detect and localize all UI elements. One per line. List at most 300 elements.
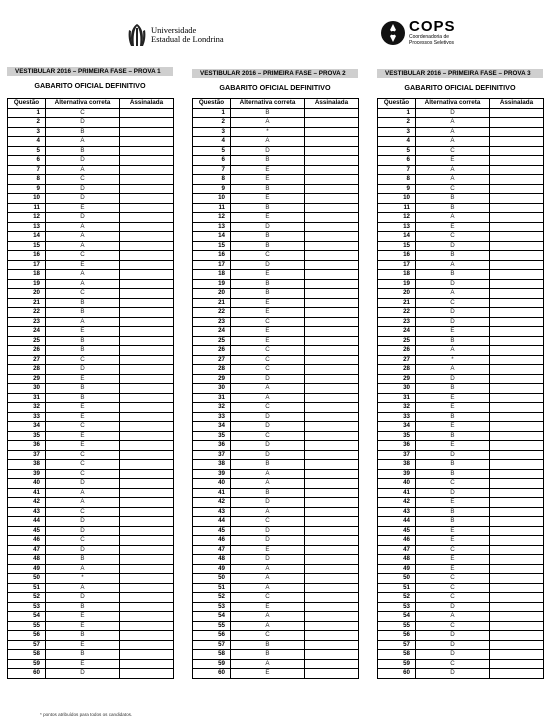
- correct-alternative: A: [46, 488, 120, 498]
- question-number: 46: [378, 536, 416, 546]
- table-row: [8, 498, 174, 508]
- table-row: [378, 156, 544, 166]
- marked-cell: [305, 403, 359, 413]
- table-row: [193, 536, 359, 546]
- question-number: 23: [193, 317, 231, 327]
- marked-cell: [490, 127, 544, 137]
- question-number: 54: [8, 612, 46, 622]
- prova-title: VESTIBULAR 2016 – PRIMEIRA FASE – PROVA 3: [377, 69, 543, 78]
- question-number: 24: [193, 327, 231, 337]
- table-row: [378, 222, 544, 232]
- correct-alternative: D: [231, 260, 305, 270]
- correct-alternative: C: [46, 469, 120, 479]
- table-row: [8, 431, 174, 441]
- question-number: 53: [8, 602, 46, 612]
- correct-alternative: E: [416, 536, 490, 546]
- marked-cell: [490, 317, 544, 327]
- marked-cell: [120, 137, 174, 147]
- table-row: [8, 137, 174, 147]
- marked-cell: [490, 251, 544, 261]
- correct-alternative: D: [416, 308, 490, 318]
- table-row: [193, 251, 359, 261]
- table-row: [378, 631, 544, 641]
- correct-alternative: C: [46, 175, 120, 185]
- correct-alternative: A: [231, 384, 305, 394]
- table-row: [8, 374, 174, 384]
- correct-alternative: A: [46, 279, 120, 289]
- marked-cell: [120, 327, 174, 337]
- table-row: [193, 346, 359, 356]
- table-row: [193, 412, 359, 422]
- marked-cell: [120, 669, 174, 679]
- marked-cell: [490, 355, 544, 365]
- question-number: 7: [378, 165, 416, 175]
- marked-cell: [120, 574, 174, 584]
- question-number: 10: [193, 194, 231, 204]
- table-row: [8, 270, 174, 280]
- table-row: [8, 479, 174, 489]
- marked-cell: [305, 507, 359, 517]
- question-number: 39: [8, 469, 46, 479]
- question-number: 50: [193, 574, 231, 584]
- table-row: [8, 146, 174, 156]
- marked-cell: [490, 479, 544, 489]
- table-row: [378, 308, 544, 318]
- question-number: 55: [378, 621, 416, 631]
- marked-cell: [305, 602, 359, 612]
- table-row: [8, 175, 174, 185]
- correct-alternative: A: [46, 232, 120, 242]
- marked-cell: [490, 545, 544, 555]
- marked-cell: [305, 555, 359, 565]
- correct-alternative: *: [416, 355, 490, 365]
- table-row: [378, 336, 544, 346]
- correct-alternative: D: [46, 593, 120, 603]
- correct-alternative: B: [46, 346, 120, 356]
- correct-alternative: D: [416, 374, 490, 384]
- question-number: 24: [8, 327, 46, 337]
- question-number: 34: [193, 422, 231, 432]
- marked-cell: [490, 298, 544, 308]
- table-row: [193, 498, 359, 508]
- question-number: 29: [8, 374, 46, 384]
- marked-cell: [305, 612, 359, 622]
- marked-cell: [120, 583, 174, 593]
- table-row: [8, 232, 174, 242]
- marked-cell: [490, 336, 544, 346]
- correct-alternative: B: [46, 631, 120, 641]
- marked-cell: [305, 659, 359, 669]
- marked-cell: [490, 146, 544, 156]
- marked-cell: [305, 137, 359, 147]
- header-questao: Questão: [193, 99, 231, 109]
- correct-alternative: D: [231, 412, 305, 422]
- marked-cell: [120, 203, 174, 213]
- gabarito-title: GABARITO OFICIAL DEFINITIVO: [34, 81, 146, 90]
- marked-cell: [305, 232, 359, 242]
- table-row: [8, 184, 174, 194]
- correct-alternative: D: [416, 241, 490, 251]
- table-row: [193, 403, 359, 413]
- correct-alternative: C: [416, 298, 490, 308]
- table-row: [8, 621, 174, 631]
- correct-alternative: A: [231, 574, 305, 584]
- correct-alternative: C: [46, 507, 120, 517]
- marked-cell: [305, 412, 359, 422]
- marked-cell: [305, 260, 359, 270]
- marked-cell: [490, 118, 544, 128]
- marked-cell: [490, 640, 544, 650]
- table-row: [378, 536, 544, 546]
- correct-alternative: A: [46, 583, 120, 593]
- marked-cell: [120, 241, 174, 251]
- header-questao: Questão: [378, 99, 416, 109]
- marked-cell: [120, 479, 174, 489]
- question-number: 13: [378, 222, 416, 232]
- correct-alternative: B: [416, 517, 490, 527]
- marked-cell: [120, 621, 174, 631]
- question-number: 18: [8, 270, 46, 280]
- question-number: 34: [378, 422, 416, 432]
- marked-cell: [305, 279, 359, 289]
- question-number: 23: [378, 317, 416, 327]
- table-row: [8, 403, 174, 413]
- table-row: [8, 669, 174, 679]
- marked-cell: [120, 555, 174, 565]
- question-number: 20: [8, 289, 46, 299]
- correct-alternative: E: [46, 203, 120, 213]
- question-number: 5: [193, 146, 231, 156]
- correct-alternative: C: [231, 251, 305, 261]
- question-number: 57: [193, 640, 231, 650]
- correct-alternative: B: [416, 431, 490, 441]
- marked-cell: [490, 555, 544, 565]
- table-row: [8, 298, 174, 308]
- table-row: [378, 441, 544, 451]
- table-row: [8, 241, 174, 251]
- marked-cell: [490, 365, 544, 375]
- question-number: 7: [193, 165, 231, 175]
- table-row: [193, 650, 359, 660]
- table-row: [8, 536, 174, 546]
- question-number: 40: [378, 479, 416, 489]
- question-number: 11: [378, 203, 416, 213]
- correct-alternative: A: [46, 222, 120, 232]
- correct-alternative: B: [416, 251, 490, 261]
- table-row: [8, 564, 174, 574]
- table-row: [378, 507, 544, 517]
- marked-cell: [120, 222, 174, 232]
- marked-cell: [120, 469, 174, 479]
- marked-cell: [305, 469, 359, 479]
- question-number: 16: [193, 251, 231, 261]
- marked-cell: [305, 640, 359, 650]
- table-row: [378, 640, 544, 650]
- marked-cell: [490, 498, 544, 508]
- marked-cell: [120, 631, 174, 641]
- marked-cell: [490, 241, 544, 251]
- question-number: 25: [378, 336, 416, 346]
- marked-cell: [490, 232, 544, 242]
- marked-cell: [305, 118, 359, 128]
- question-number: 4: [193, 137, 231, 147]
- correct-alternative: C: [46, 108, 120, 118]
- correct-alternative: D: [416, 317, 490, 327]
- prova-1-block: [7, 66, 173, 679]
- table-row: [378, 669, 544, 679]
- marked-cell: [120, 175, 174, 185]
- question-number: 54: [378, 612, 416, 622]
- marked-cell: [490, 165, 544, 175]
- marked-cell: [305, 498, 359, 508]
- marked-cell: [305, 184, 359, 194]
- marked-cell: [490, 602, 544, 612]
- question-number: 58: [378, 650, 416, 660]
- table-row: [8, 393, 174, 403]
- correct-alternative: A: [231, 137, 305, 147]
- marked-cell: [120, 460, 174, 470]
- correct-alternative: E: [46, 403, 120, 413]
- correct-alternative: C: [416, 479, 490, 489]
- question-number: 45: [193, 526, 231, 536]
- question-number: 9: [8, 184, 46, 194]
- marked-cell: [305, 327, 359, 337]
- table-row: [378, 393, 544, 403]
- question-number: 60: [8, 669, 46, 679]
- marked-cell: [490, 526, 544, 536]
- question-number: 41: [193, 488, 231, 498]
- question-number: 52: [8, 593, 46, 603]
- correct-alternative: D: [231, 441, 305, 451]
- table-row: [378, 555, 544, 565]
- correct-alternative: B: [46, 308, 120, 318]
- question-number: 10: [378, 194, 416, 204]
- marked-cell: [305, 203, 359, 213]
- question-number: 51: [193, 583, 231, 593]
- marked-cell: [120, 422, 174, 432]
- correct-alternative: E: [46, 612, 120, 622]
- marked-cell: [490, 431, 544, 441]
- table-row: [378, 175, 544, 185]
- correct-alternative: B: [46, 393, 120, 403]
- correct-alternative: B: [416, 384, 490, 394]
- table-row: [378, 251, 544, 261]
- question-number: 1: [8, 108, 46, 118]
- question-number: 2: [8, 118, 46, 128]
- correct-alternative: A: [416, 137, 490, 147]
- question-number: 36: [193, 441, 231, 451]
- marked-cell: [490, 327, 544, 337]
- table-row: [193, 441, 359, 451]
- marked-cell: [490, 441, 544, 451]
- question-number: 12: [193, 213, 231, 223]
- question-number: 13: [193, 222, 231, 232]
- correct-alternative: C: [46, 289, 120, 299]
- table-row: [193, 488, 359, 498]
- question-number: 1: [378, 108, 416, 118]
- marked-cell: [490, 403, 544, 413]
- correct-alternative: E: [416, 222, 490, 232]
- correct-alternative: B: [416, 194, 490, 204]
- table-row: [8, 441, 174, 451]
- correct-alternative: D: [416, 640, 490, 650]
- question-number: 36: [8, 441, 46, 451]
- marked-cell: [490, 422, 544, 432]
- marked-cell: [305, 298, 359, 308]
- header-alternativa: Alternativa correta: [231, 99, 305, 109]
- marked-cell: [490, 507, 544, 517]
- marked-cell: [490, 583, 544, 593]
- marked-cell: [305, 355, 359, 365]
- correct-alternative: D: [46, 184, 120, 194]
- correct-alternative: C: [416, 574, 490, 584]
- question-number: 50: [8, 574, 46, 584]
- question-number: 48: [193, 555, 231, 565]
- question-number: 8: [8, 175, 46, 185]
- table-row: [8, 612, 174, 622]
- correct-alternative: C: [231, 403, 305, 413]
- question-number: 35: [193, 431, 231, 441]
- header-questao: Questão: [8, 99, 46, 109]
- marked-cell: [305, 308, 359, 318]
- table-row: [378, 165, 544, 175]
- correct-alternative: D: [46, 479, 120, 489]
- cops-subtitle-line2: Processos Seletivos: [409, 40, 455, 46]
- table-row: [378, 213, 544, 223]
- question-number: 36: [378, 441, 416, 451]
- marked-cell: [120, 393, 174, 403]
- correct-alternative: D: [46, 156, 120, 166]
- question-number: 40: [8, 479, 46, 489]
- table-row: [8, 526, 174, 536]
- question-number: 18: [378, 270, 416, 280]
- table-row: [8, 583, 174, 593]
- marked-cell: [490, 203, 544, 213]
- question-number: 42: [378, 498, 416, 508]
- table-row: [378, 431, 544, 441]
- table-row: [193, 308, 359, 318]
- correct-alternative: D: [416, 650, 490, 660]
- marked-cell: [490, 346, 544, 356]
- question-number: 6: [8, 156, 46, 166]
- correct-alternative: E: [416, 393, 490, 403]
- question-number: 15: [8, 241, 46, 251]
- marked-cell: [490, 650, 544, 660]
- question-number: 37: [378, 450, 416, 460]
- question-number: 4: [8, 137, 46, 147]
- marked-cell: [305, 270, 359, 280]
- table-row: [8, 336, 174, 346]
- marked-cell: [305, 336, 359, 346]
- marked-cell: [305, 289, 359, 299]
- table-row: [193, 336, 359, 346]
- correct-alternative: B: [231, 108, 305, 118]
- marked-cell: [305, 564, 359, 574]
- table-row: [193, 213, 359, 223]
- question-number: 27: [8, 355, 46, 365]
- correct-alternative: C: [416, 593, 490, 603]
- marked-cell: [120, 108, 174, 118]
- question-number: 27: [193, 355, 231, 365]
- correct-alternative: B: [231, 289, 305, 299]
- marked-cell: [120, 260, 174, 270]
- marked-cell: [120, 336, 174, 346]
- correct-alternative: B: [231, 640, 305, 650]
- question-number: 2: [193, 118, 231, 128]
- correct-alternative: E: [231, 602, 305, 612]
- question-number: 3: [8, 127, 46, 137]
- marked-cell: [120, 232, 174, 242]
- table-row: [193, 203, 359, 213]
- question-number: 11: [193, 203, 231, 213]
- marked-cell: [490, 631, 544, 641]
- prova-title: VESTIBULAR 2016 – PRIMEIRA FASE – PROVA 1: [7, 67, 173, 76]
- marked-cell: [120, 146, 174, 156]
- marked-cell: [120, 184, 174, 194]
- question-number: 13: [8, 222, 46, 232]
- question-number: 43: [193, 507, 231, 517]
- correct-alternative: E: [231, 175, 305, 185]
- marked-cell: [305, 127, 359, 137]
- cops-logo: [380, 20, 456, 46]
- footnote: * pontos atribuídos para todos os candidatos.: [40, 712, 133, 717]
- table-row: [378, 650, 544, 660]
- marked-cell: [305, 450, 359, 460]
- question-number: 45: [8, 526, 46, 536]
- marked-cell: [120, 384, 174, 394]
- question-number: 25: [193, 336, 231, 346]
- table-row: [193, 355, 359, 365]
- marked-cell: [120, 365, 174, 375]
- marked-cell: [490, 289, 544, 299]
- question-number: 32: [8, 403, 46, 413]
- correct-alternative: D: [231, 146, 305, 156]
- table-row: [8, 517, 174, 527]
- question-number: 43: [378, 507, 416, 517]
- marked-cell: [490, 659, 544, 669]
- table-row: [8, 118, 174, 128]
- cops-logo-icon: [380, 20, 406, 46]
- correct-alternative: E: [46, 441, 120, 451]
- question-number: 1: [193, 108, 231, 118]
- question-number: 47: [378, 545, 416, 555]
- marked-cell: [305, 441, 359, 451]
- table-row: [378, 403, 544, 413]
- table-row: [193, 232, 359, 242]
- question-number: 19: [8, 279, 46, 289]
- correct-alternative: D: [46, 118, 120, 128]
- marked-cell: [305, 621, 359, 631]
- marked-cell: [305, 583, 359, 593]
- marked-cell: [120, 441, 174, 451]
- marked-cell: [120, 355, 174, 365]
- correct-alternative: A: [231, 659, 305, 669]
- question-number: 47: [193, 545, 231, 555]
- marked-cell: [305, 631, 359, 641]
- marked-cell: [120, 289, 174, 299]
- marked-cell: [305, 346, 359, 356]
- table-row: [378, 574, 544, 584]
- table-row: [193, 593, 359, 603]
- correct-alternative: C: [416, 659, 490, 669]
- question-number: 48: [8, 555, 46, 565]
- correct-alternative: C: [416, 232, 490, 242]
- correct-alternative: E: [416, 156, 490, 166]
- table-row: [378, 137, 544, 147]
- marked-cell: [305, 526, 359, 536]
- question-number: 46: [8, 536, 46, 546]
- table-row: [378, 460, 544, 470]
